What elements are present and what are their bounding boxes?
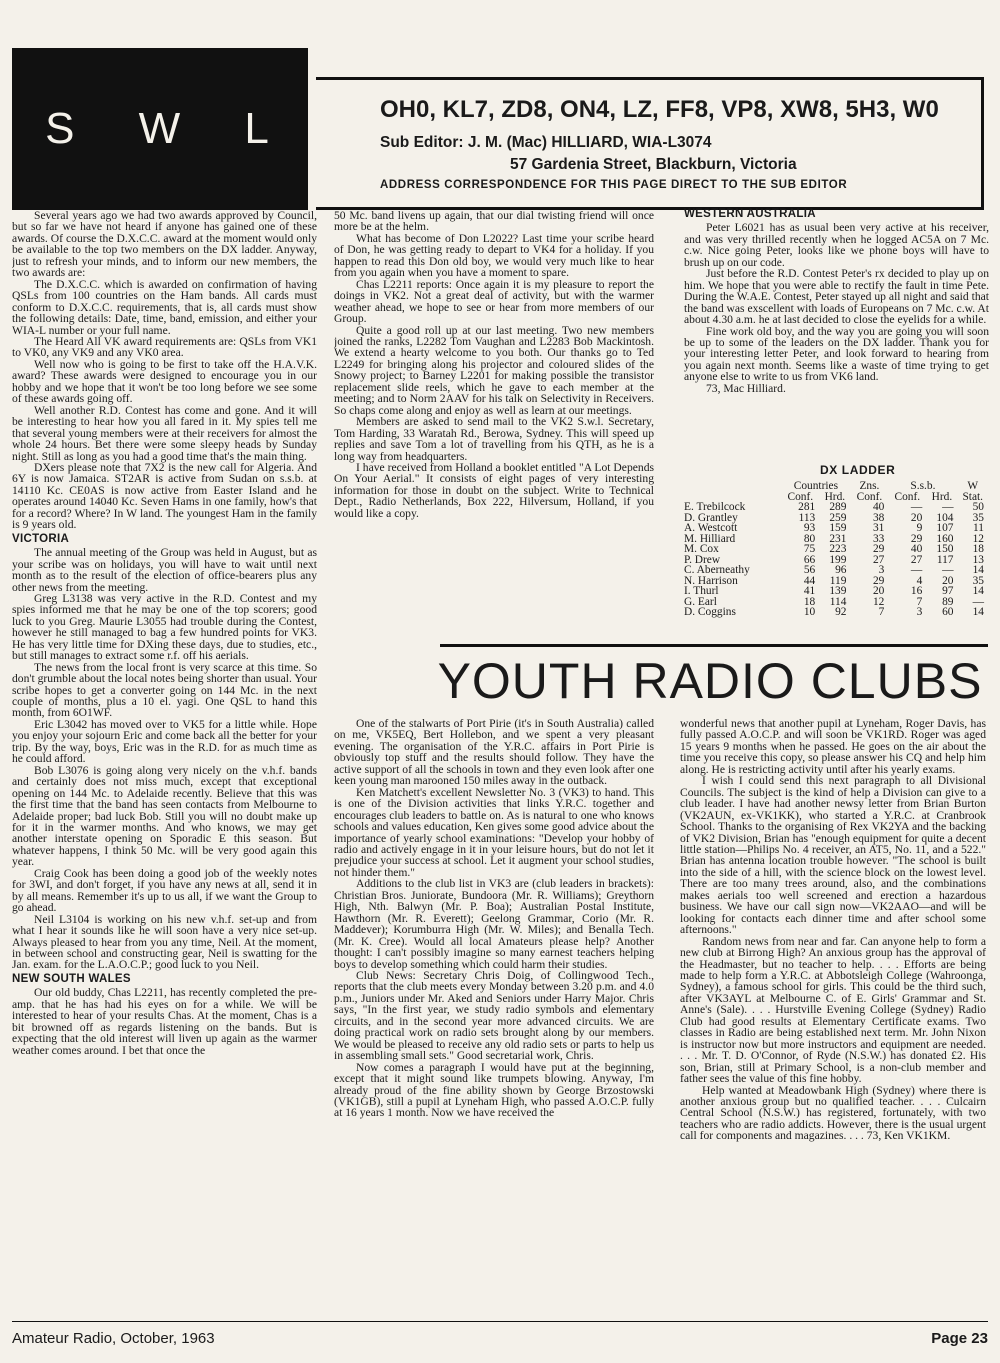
paragraph: Well now who is going to be first to take off the H.A.V.K. award? These awards were designed to encourage you in our hobby and we hope that it won't be too long before we see some of these awards going off. [12, 357, 317, 406]
ladder-value: 66 [803, 553, 816, 566]
ladder-value: 4 [916, 574, 923, 587]
section-heading-wa: WESTERN AUSTRALIA [684, 208, 816, 220]
ladder-value: 119 [829, 574, 847, 587]
ladder-group-header: S.s.b. [910, 480, 936, 492]
dx-ladder-table [684, 481, 988, 618]
ladder-value: 107 [936, 522, 954, 534]
paragraph: I wish I could send this next paragraph to all Divisional Councils. The subject is the kind of help a Division can give to a club leader. I have had another newsy letter from Brian Burton (VK2AUN, ex-VK1KK), who started a Y.R.C. at Cranbrook School. Thanks to the organising of Rex VK2YA and the backing of VK2 Division, Brian has "enough equipment for quite a decent little station—Philips No. 4 receiver, an AT5, No. 11, and a 522." Brian has antenna location trouble however. "The school is built into the side of a hill, with the science block on the lowest level. There are too many trees around, also, and the combinations makes aerials too well screened and erection a hazardous business. We have our call sign now—VK2AAO—and will be looking for contacts each dinner time and after school some afternoons." [680, 774, 986, 937]
ladder-value: 27 [872, 553, 885, 566]
ladder-value: 92 [835, 606, 847, 618]
ladder-name: N. Harrison [684, 574, 738, 587]
ladder-name: G. Earl [684, 595, 717, 608]
editor-address: 57 Gardenia Street, Blackburn, Victoria [510, 156, 797, 173]
ladder-group-header: W [967, 480, 979, 492]
paragraph: Well another R.D. Contest has come and gone. And it will be interesting to hear how you all fared in it. My spies tell me that several young members were at their receivers for almost the whole 24 hours. Bet there were some sleepy heads by Sunday night. Still as long as you had a good time that's the main thing. [12, 403, 317, 463]
ladder-name: P. Drew [684, 553, 721, 566]
paragraph: Now comes a paragraph I would have put at the beginning, except that it might sound like trumpets blowing. Anyway, I'm already proud of the fine ability shown by George Brzostowski (VK1GB), still a pupil at Lyneham High, who passed A.O.C.P. fully at 16 years 1 month. Now we have received the [334, 1060, 654, 1120]
ladder-value: 139 [829, 585, 847, 597]
dx-ladder-title: DX LADDER [820, 463, 896, 477]
ladder-value: 50 [972, 501, 984, 513]
paragraph: The news from the local front is very scarce at this time. So don't grumble about the local notes being shorter than usual. Your scribe hopes to get a converter going on 144 Mc. in the next couple of months, plus a 10 el. yagi. One QSL to hand this month, from 6O1WF. [12, 660, 317, 720]
paragraph: I have received from Holland a booklet entitled "A Lot Depends On Your Aerial." It consists of eight pages of very interesting information for those in doubt on the subject. Write to Technical Dept., Radio Netherlands, Box 222, Hilversum, Holland, if you would like a copy. [334, 460, 654, 520]
ladder-sub-header: Conf. [856, 490, 883, 503]
ladder-row [684, 523, 988, 534]
paragraph: Help wanted at Meadowbank High (Sydney) where there is another anxious group but no qualified teacher. . . . Culcairn Central School (N.S.W.) has registered, fortunately, with two teachers who are radio addicts. However, there is the usual urgent call for components and magazines. . . . 73, Ken VK1KM. [680, 1083, 986, 1143]
ladder-value: 35 [972, 511, 984, 524]
paragraph: Club News: Secretary Chris Doig, of Collingwood Tech., reports that the club meets every Monday between 3.20 p.m. and 4.0 p.m., Juniors under Mr. Aked and Seniors under Harry Major. Chris says, "In the first year, we study radio symbols and elementary circuits, and in the second year more advanced circuits. We are doing practical work on radio sets brought along by our members. We would be pleased to receive any old radio sets or parts to help us in assembling small sets." Good secretarial work, Chris. [334, 968, 654, 1063]
ladder-value: 3 [878, 564, 885, 576]
page-number: Page 23 [931, 1330, 988, 1347]
ladder-name: D. Grantley [684, 511, 738, 524]
paragraph: Random news from near and far. Can anyone help to form a new club at Birrong High? An anxious group has the approval of the Headmaster, but no teacher to help. . . . Efforts are being made to help form a Y.R.C. at Abbotsleigh College (Wahroonga, Sydney), a famous school for girls. This could be the third such, after VK3AYL at Melbourne C. of E. Girls' Grammar and St. Anne's (Sale). . . . Hurstville Evening College (Sydney) Radio Club had good results at Elementary Certificate exams. Two classes in Radio are being established next term. Mr. John Nixon is instructor now but more instructors and equipment are needed. . . . Mr. T. D. O'Connor, of Ryde (N.S.W.) has donated £2. His son, Brian, still at Primary School, is a non-club member and father sees the value of this fine hobby. [680, 934, 986, 1086]
paragraph: The D.X.C.C. which is awarded on confirmation of having QSLs from 100 countries on the Ham bands. All cards must conform to D.X.C.C. requirements, that is, all cards must show the following details: Date, time, band, emission, and either your WIA-L number or your full name. [12, 277, 317, 337]
ladder-name: M. Cox [684, 543, 719, 555]
ladder-value: 7 [878, 606, 885, 618]
ladder-name: A. Westcott [684, 522, 738, 534]
paragraph: Quite a good roll up at our last meeting. Two new members joined the ranks, L2282 Tom Vaughan and L2283 Bob Mackintosh. We extend a hearty welcome to you both. Our thanks go to Ted L2249 for bringing along his projector and coloured slides of the Snowy project; to Barney L2201 for making possible the transistor replacement slide reels, which he gave to each member at the meeting; and to Norm 2AAV for his talk on Selectivity in Receivers. So chaps come along and enjoy as well as learn at our meetings. [334, 323, 654, 417]
ladder-name: C. Aberneathy [684, 564, 750, 576]
ladder-value: 259 [829, 511, 847, 524]
ladder-value: 80 [803, 532, 816, 545]
ladder-value: 44 [803, 574, 816, 587]
paragraph: 50 Mc. band livens up again, that our dial twisting friend will once more be at the helm. [334, 210, 654, 234]
paragraph: Fine work old boy, and the way you are going you will soon be up to some of the leaders on the DX ladder. Thank you for your interesting letter Peter, and look forward to hearing from you again next month. Seems like a waste of time trying to get anyone else to write to us from VK6 land. [684, 324, 989, 384]
ladder-value: 114 [829, 595, 847, 608]
ladder-value: — [942, 501, 954, 513]
publication-info: Amateur Radio, October, 1963 [12, 1330, 215, 1347]
ladder-name: E. Trebilcock [684, 501, 746, 513]
paragraph: Chas L2211 reports: Once again it is my pleasure to report the doings in VK2. Not a great deal of activity, but with the warmer weather ahead, we hope to see or hear from more members of our Group. [334, 277, 654, 326]
ladder-value: 41 [803, 585, 816, 597]
ladder-value: 20 [872, 585, 885, 597]
yrc-column-1 [334, 718, 654, 1315]
paragraph: wonderful news that another pupil at Lyneham, Roger Davis, has fully passed A.O.C.P. and will soon be VK1RD. Roger was aged 15 years 9 months when he passed. He goes on the air about the time you receive this copy, so please answer his CQ and help him along. He is restricting activity until after his yearly exams. [680, 718, 986, 776]
ladder-value: 96 [835, 564, 847, 576]
ladder-value: 56 [803, 564, 816, 576]
ladder-value: 159 [829, 522, 847, 534]
ladder-value: 38 [872, 511, 885, 524]
ladder-name: I. Thurl [684, 585, 719, 597]
ladder-row [684, 586, 988, 597]
ladder-value: 281 [798, 501, 816, 513]
signoff: 73, Mac Hilliard. [706, 381, 786, 395]
paragraph: Greg L3138 was very active in the R.D. Contest and my spies informed me that he may be one of the top scorers; good luck to you Greg. Maurie L3055 had trouble during the Contest, however he still managed to bag a few hundred points for VK3. He has very little time for DXing these days, due to studies, etc., but still manages to extract some r.f. off his aerials. [12, 591, 317, 663]
ladder-value: 31 [872, 522, 885, 534]
ladder-value: 223 [829, 543, 847, 555]
swl-column-3 [684, 206, 989, 468]
ladder-sub-header: Hrd. [931, 490, 953, 503]
ladder-group-header: Zns. [859, 480, 880, 492]
section-heading-nsw: NEW SOUTH WALES [12, 972, 131, 985]
youth-radio-clubs-heading: YOUTH RADIO CLUBS [437, 653, 983, 709]
section-heading-victoria: VICTORIA [12, 532, 70, 545]
sub-editor: Sub Editor: J. M. (Mac) HILLIARD, WIA-L3074 [380, 134, 712, 151]
paragraph: Members are asked to send mail to the VK2 S.w.l. Secretary, Tom Harding, 33 Waratah Rd., Berowa, Sydney. This will speed up replies and save Tom a lot of travelling from his QTH, as he is a long way from headquarters. [334, 415, 654, 463]
ladder-value: 40 [910, 543, 923, 555]
paragraph: One of the stalwarts of Port Pirie (it's in South Australia) called on me, VK5EQ, Bert Hollebon, and we spent a very pleasant evening. The organisation of the Y.R.C. affairs in Port Pirie is obviously top stuff and the results should follow. They have the active support of all the schools in town and they even look after one keen young man marooned 150 miles away in the outback. [334, 718, 654, 788]
swl-column-1 [12, 210, 317, 1350]
ladder-name: M. Hilliard [684, 532, 736, 545]
ladder-value: 3 [916, 606, 923, 618]
ladder-row [684, 544, 988, 555]
ladder-value: 93 [803, 522, 816, 534]
ladder-value: 199 [829, 553, 847, 566]
ladder-value: 60 [942, 606, 954, 618]
ladder-value: 14 [972, 585, 984, 597]
paragraph: The annual meeting of the Group was held in August, but as your scribe was on holidays, you will have to wait until next month as to the result of the election of office-bearers plus any other news from the meeting. [12, 546, 317, 594]
ladder-value: 97 [942, 585, 954, 597]
ladder-value: 18 [803, 595, 816, 608]
ladder-value: 10 [803, 606, 816, 618]
ladder-value: 12 [972, 532, 984, 545]
paragraph: Craig Cook has been doing a good job of the weekly notes for 3WI, and don't forget, if you have any news at all, send it in by all means. Remember it's up to us all, if we want the Group to go ahead. [12, 866, 317, 915]
ladder-value: 7 [916, 595, 923, 608]
ladder-value: — [942, 564, 954, 576]
paragraph: DXers please note that 7X2 is the new call for Algeria. And 6Y is now Jamaica. ST2AR is active from Sudan on s.s.b. at 14110 Kc. CE0AS is now active from Easter Island and he operates around 14040 Kc. Seven Hams in one family, how's that for a record? Where? In W land. The youngest Ham in the family is 9 years old. [12, 460, 317, 532]
ladder-group-header-row [684, 481, 988, 492]
ladder-value: 117 [936, 553, 954, 566]
ladder-value: — [910, 564, 923, 576]
correspondence-note: ADDRESS CORRESPONDENCE FOR THIS PAGE DIRECT TO THE SUB EDITOR [380, 179, 848, 191]
paragraph: What has become of Don L2022? Last time your scribe heard of Don, he was getting ready to depart to VK4 for a holiday. If you happen to read this Don old boy, we would very much like to hear from you again when you have a moment to spare. [334, 231, 654, 280]
ladder-value: 14 [972, 564, 984, 576]
ladder-value: 29 [872, 574, 885, 587]
ladder-value: 27 [910, 553, 923, 566]
callsign-list: OH0, KL7, ZD8, ON4, LZ, FF8, VP8, XW8, 5H3, W0 [380, 96, 939, 123]
ladder-value: 104 [936, 511, 954, 524]
ladder-value: 289 [829, 501, 847, 513]
ladder-value: 33 [872, 532, 885, 545]
paragraph: Neil L3104 is working on his new v.h.f. set-up and from what I hear it sounds like he will soon have a very nice set-up. Always pleased to hear from you any time, Neil. At the moment, in between school and constructing gear, Neil is swatting for the Jan. exam. for the L.A.O.C.P.; good luck to you Neil. [12, 912, 317, 972]
ladder-group-header: Countries [793, 480, 839, 492]
ladder-name: D. Coggins [684, 606, 736, 618]
ladder-value: — [972, 595, 984, 608]
paragraph: Ken Matchett's excellent Newsletter No. 3 (VK3) to hand. This is one of the Division activities that links Y.R.C. together and encourages club leaders to battle on. As is natural to one who knows schools and values education, Ken gives some good advice about the importance of yearly school examinations: "Develop your hobby of radio and actively engage in it in your leisure hours, but do not let it prejudice your success at school. Let it augment your school studies, not hinder them." [334, 785, 654, 879]
ladder-value: 18 [972, 543, 984, 555]
ladder-row [684, 502, 988, 513]
ladder-sub-header: Stat. [962, 490, 984, 503]
paragraph: Additions to the club list in VK3 are (club leaders in brackets): Christian Bros. Juniorate, Bundoora (Mr. R. Williams); Greythorn High, Nth. Balwyn (Mr. P. Boa); Australian Postal Institute, Hawthorn (Mr. R. Everett); Geelong Grammar, Corio (Mr. R. Maddever); Korumburra High (Mr. W. Miles); and Benalla Tech. (Mr. K. Cree). Would all local Amateurs please help? Another thought: I can't possibly imagine so many earnest teachers helping boys to develop something which could harm their studies. [334, 877, 654, 971]
ladder-value: 29 [910, 532, 923, 545]
ladder-value: 89 [942, 595, 954, 608]
ladder-value: 13 [972, 553, 984, 566]
ladder-value: 12 [872, 595, 885, 608]
ladder-sub-header: Conf. [894, 490, 921, 503]
paragraph: Peter L6021 has as usual been very active at his receiver, and was very thrilled recently when he logged AC5A on 7 Mc. c.w. Nice going Peter, looks like we phone boys will have to brush up on our code. [684, 221, 989, 269]
ladder-sub-header: Conf. [787, 490, 814, 503]
ladder-value: 9 [916, 522, 923, 534]
page-header [316, 77, 984, 210]
paragraph: Several years ago we had two awards approved by Council, but so far we have not heard if anyone has gained one of these awards. Of course the D.X.C.C. award at the moment would only be available to the top two members on the DX ladder. Anyway, just to refresh your minds, and to inform our new members, the two awards are: [12, 210, 317, 280]
ladder-value: 160 [936, 532, 954, 545]
section-divider [440, 644, 988, 647]
ladder-value: 75 [803, 543, 816, 555]
paragraph: Our old buddy, Chas L2211, has recently completed the pre-amp. that he has had his eyes on for a while. We will be interested to hear of your results Chas. At the moment, Chas is a bit browned off as regards listening on the bands. But is expecting that the old interest will liven up again as the warmer weather comes around. I bet that once the [12, 986, 317, 1057]
ladder-value: 20 [942, 574, 954, 587]
paragraph: Just before the R.D. Contest Peter's rx decided to play up on him. We hope that you were able to rectify the fault in time Pete. During the W.A.E. Contest, Peter stayed up all night and said that the band was exscellent with loads of Europeans on 7 Mc. c.w. At about 4.30 a.m. he at last decided to close the eyelids for a while. [684, 267, 989, 327]
swl-section-label: S W L [12, 48, 308, 210]
ladder-value: 20 [910, 511, 923, 524]
ladder-value: 11 [973, 522, 984, 534]
ladder-value: 16 [910, 585, 923, 597]
ladder-value: 35 [972, 574, 984, 587]
paragraph: The Heard All VK award requirements are: QSLs from VK1 to VK0, any VK9 and any VK0 area. [12, 334, 317, 360]
ladder-row [684, 565, 988, 576]
paragraph: Eric L3042 has moved over to VK5 for a little while. Hope you enjoy your sojourn Eric and come back all the better for your trip. By the way, boys, Eric was in the R.D. for as much time as he could afford. [12, 717, 317, 766]
footer-divider [12, 1321, 988, 1322]
yrc-column-2 [680, 718, 986, 1315]
ladder-value: 150 [936, 543, 954, 555]
paragraph: Bob L3076 is going along very nicely on the v.h.f. bands and certainly does not miss much, except that exceptional opening on 144 Mc. to Adelaide recently. Believe that this was the first time that the band has seen contacts from Melbourne to Adelaide proper; bad luck Bob. Still you will no doubt make up for it in the warmer months. And who knows, we may get another interstate opening on Sporadic E this season. But whatever happens, I think 50 Mc. will be very good again this year. [12, 763, 317, 869]
ladder-value: — [910, 501, 923, 513]
swl-column-2 [334, 210, 654, 636]
ladder-value: 14 [972, 606, 984, 618]
ladder-value: 231 [829, 532, 847, 545]
ladder-sub-header: Hrd. [824, 490, 846, 503]
ladder-value: 29 [872, 543, 885, 555]
ladder-value: 113 [798, 511, 816, 524]
ladder-row [684, 607, 988, 618]
ladder-value: 40 [872, 501, 885, 513]
